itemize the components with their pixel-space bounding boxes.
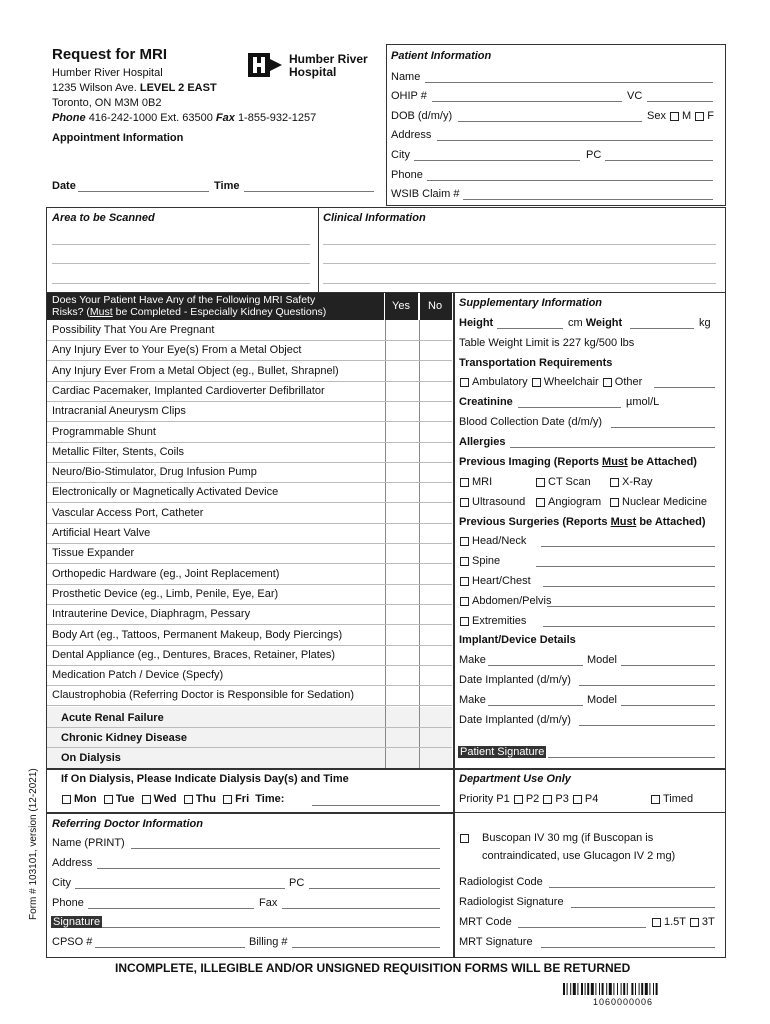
surgery-label: Abdomen/Pelvis	[472, 595, 552, 607]
t3-checkbox[interactable]	[690, 918, 699, 927]
form-title: Request for MRI	[52, 46, 168, 63]
risk-label: Claustrophobia (Referring Doctor is Responsible for Sedation)	[52, 689, 355, 701]
patient-pc-field[interactable]	[605, 160, 713, 161]
doctor-fax-label: Fax	[259, 897, 278, 909]
doctor-signature-field[interactable]	[102, 927, 440, 928]
p4-checkbox[interactable]	[573, 795, 582, 804]
surgery-checkbox[interactable]	[460, 537, 469, 546]
mrt-signature-label: MRT Signature	[459, 936, 533, 948]
blood-date-label: Blood Collection Date (d/m/y)	[459, 416, 603, 428]
patient-address-label: Address	[391, 129, 432, 141]
risk-label: Dental Appliance (eg., Dentures, Braces, Retainer, Plates)	[52, 649, 336, 661]
risk-row	[47, 482, 452, 503]
doctor-phone-field[interactable]	[88, 908, 254, 909]
footer-warning: INCOMPLETE, ILLEGIBLE AND/OR UNSIGNED REQUISITION FORMS WILL BE RETURNED	[115, 961, 631, 975]
billing-field[interactable]	[292, 947, 440, 948]
ct-checkbox[interactable]	[536, 478, 545, 487]
doctor-address-field[interactable]	[97, 868, 440, 869]
blood-date-field[interactable]	[611, 427, 715, 428]
risk-no-cell[interactable]	[419, 543, 452, 563]
p3-checkbox[interactable]	[543, 795, 552, 804]
date-implanted-label-1: Date Implanted (d/m/y)	[459, 674, 571, 686]
imaging-ultrasound: Ultrasound	[459, 496, 525, 509]
sex-group: Sex M F	[647, 110, 714, 122]
implant-title: Implant/Device Details	[459, 634, 576, 646]
risk-label: Metallic Filter, Stents, Coils	[52, 446, 185, 458]
dialysis-days: Mon Tue Wed Thu Fri Time:	[61, 793, 284, 806]
hospital-address-line1: 1235 Wilson Ave. LEVEL 2 EAST	[52, 82, 217, 94]
risk-yes-cell[interactable]	[385, 381, 419, 401]
buscopan-checkbox-row	[459, 832, 472, 845]
risk-no-cell[interactable]	[419, 442, 452, 462]
cpso-label: CPSO #	[52, 936, 93, 948]
risk-row	[47, 625, 452, 646]
risk-yes-cell[interactable]	[385, 543, 419, 563]
ohip-field[interactable]	[432, 101, 622, 102]
doctor-name-field[interactable]	[131, 848, 440, 849]
risk-row	[47, 564, 452, 585]
buscopan-checkbox[interactable]	[460, 834, 469, 843]
risk-yes-cell[interactable]	[385, 442, 419, 462]
doctor-phone-label: Phone	[52, 897, 84, 909]
risk-yes-cell[interactable]	[385, 503, 419, 523]
risk-row	[47, 340, 452, 361]
model-label-1: Model	[587, 654, 617, 666]
date-implanted-label-2: Date Implanted (d/m/y)	[459, 714, 571, 726]
risks-header	[47, 293, 384, 320]
cpso-field[interactable]	[95, 947, 245, 948]
risk-row	[47, 361, 452, 382]
risk-yes-cell[interactable]	[385, 523, 419, 543]
risks-header-line1: Does Your Patient Have Any of the Following MRI Safety	[52, 294, 316, 306]
risk-label: Tissue Expander	[52, 547, 135, 559]
risk-label: Orthopedic Hardware (eg., Joint Replacement)	[52, 568, 280, 580]
p2-checkbox[interactable]	[514, 795, 523, 804]
no-label: No	[428, 300, 443, 312]
imaging-xray: X-Ray	[609, 476, 653, 489]
transport-title: Transportation Requirements	[459, 357, 613, 369]
timed-checkbox[interactable]	[651, 795, 660, 804]
no-header	[420, 293, 452, 320]
risk-label: Intrauterine Device, Diaphragm, Pessary	[52, 608, 251, 620]
risk-yes-cell[interactable]	[385, 685, 419, 705]
kidney-sep-2	[47, 747, 452, 748]
risk-no-cell[interactable]	[419, 482, 452, 502]
radiologist-signature-label: Radiologist Signature	[459, 896, 564, 908]
hospital-address-line2: Toronto, ON M3M 0B2	[52, 97, 162, 109]
risk-no-cell[interactable]	[419, 320, 452, 340]
make-label-1: Make	[459, 654, 486, 666]
surgery-label: Head/Neck	[472, 535, 527, 547]
surgery-option	[459, 535, 526, 548]
risk-no-cell[interactable]	[419, 523, 452, 543]
tue-checkbox[interactable]	[104, 795, 113, 804]
risk-label: Possibility That You Are Pregnant	[52, 324, 215, 336]
dob-field[interactable]	[458, 121, 642, 122]
risk-yes-cell[interactable]	[385, 482, 419, 502]
surgery-checkbox[interactable]	[460, 597, 469, 606]
sex-m-checkbox[interactable]	[670, 112, 679, 121]
risk-label: Body Art (eg., Tattoos, Permanent Makeup, Body Piercings)	[52, 629, 343, 641]
weight-field[interactable]	[630, 328, 694, 329]
risk-label: Neuro/Bio-Stimulator, Drug Infusion Pump	[52, 466, 257, 478]
clinical-line-3[interactable]	[323, 283, 716, 284]
patient-phone-label: Phone	[391, 169, 423, 181]
risk-row	[47, 523, 452, 544]
mrt-code-label: MRT Code	[459, 916, 512, 928]
dob-label: DOB (d/m/y)	[391, 110, 453, 122]
risk-no-cell[interactable]	[419, 665, 452, 685]
other-transport-field[interactable]	[654, 387, 715, 388]
allergies-field[interactable]	[510, 447, 715, 448]
imaging-ct: CT Scan	[535, 476, 591, 489]
kidney-sep-1	[47, 727, 452, 728]
hospital-contact: Phone 416-242-1000 Ext. 63500 Fax 1-855-932-1257	[52, 112, 317, 124]
buscopan-line1: Buscopan IV 30 mg (if Buscopan is	[482, 832, 654, 844]
imaging-nuclear: Nuclear Medicine	[609, 496, 707, 509]
risk-no-cell[interactable]	[419, 462, 452, 482]
kg-label: kg	[699, 317, 711, 329]
risks-header-line2: Risks? (Must be Completed - Especially Kidney Questions)	[52, 306, 327, 318]
clinical-info-title: Clinical Information	[323, 212, 426, 224]
risk-no-cell[interactable]	[419, 361, 452, 381]
risk-label: Artificial Heart Valve	[52, 527, 151, 539]
timed-option: Timed	[650, 793, 693, 806]
vc-label: VC	[627, 90, 643, 102]
barcode-icon	[563, 983, 689, 995]
mrt-signature-field[interactable]	[541, 947, 715, 948]
ambulatory-checkbox[interactable]	[460, 378, 469, 387]
risk-label: Cardiac Pacemaker, Implanted Cardioverter Defibrillator	[52, 385, 325, 397]
doctor-pc-label: PC	[289, 877, 305, 889]
weight-group: cm Weight	[568, 317, 623, 329]
surgery-option	[459, 615, 526, 628]
patient-signature-field[interactable]	[548, 757, 715, 758]
surgery-field[interactable]	[541, 546, 715, 547]
patient-phone-field[interactable]	[427, 180, 713, 181]
imaging-row-1: MRI	[459, 476, 492, 489]
yes-label: Yes	[392, 300, 410, 312]
surgery-label: Extremities	[472, 615, 527, 627]
surgery-field[interactable]	[543, 586, 715, 587]
sex-f-checkbox[interactable]	[695, 112, 704, 121]
risk-yes-cell[interactable]	[385, 665, 419, 685]
risk-no-cell[interactable]	[419, 340, 452, 360]
area-line-2[interactable]	[52, 263, 310, 264]
risk-row	[47, 685, 452, 706]
risk-row	[47, 401, 452, 422]
patient-info-box	[386, 44, 726, 206]
risk-row	[47, 442, 452, 463]
area-line-1[interactable]	[52, 244, 310, 245]
fri-checkbox[interactable]	[223, 795, 232, 804]
scan-divider	[318, 207, 319, 292]
doctor-city-label: City	[52, 877, 71, 889]
risk-yes-cell[interactable]	[385, 584, 419, 604]
risk-no-cell[interactable]	[419, 625, 452, 645]
risk-label: Medication Patch / Device (Specfy)	[52, 669, 224, 681]
mrt-code-field[interactable]	[518, 927, 646, 928]
risk-label: Any Injury Ever From a Metal Object (eg., Bullet, Shrapnel)	[52, 365, 339, 377]
kidney-no-line	[419, 707, 420, 768]
department-title: Department Use Only	[459, 773, 571, 785]
risk-no-cell[interactable]	[419, 422, 452, 442]
risk-yes-cell[interactable]	[385, 462, 419, 482]
appointment-info-label: Appointment Information	[52, 132, 184, 144]
thu-checkbox[interactable]	[184, 795, 193, 804]
clinical-line-1[interactable]	[323, 244, 716, 245]
risk-label: Any Injury Ever to Your Eye(s) From a Metal Object	[52, 344, 302, 356]
patient-info-title: Patient Information	[391, 50, 492, 62]
radiologist-signature-field[interactable]	[571, 907, 715, 908]
other-transport-checkbox[interactable]	[603, 378, 612, 387]
date-implanted-field-1[interactable]	[579, 685, 715, 686]
area-scanned-title: Area to be Scanned	[52, 212, 155, 224]
ohip-label: OHIP #	[391, 90, 427, 102]
risk-no-cell[interactable]	[419, 503, 452, 523]
risk-no-cell[interactable]	[419, 564, 452, 584]
mri-checkbox[interactable]	[460, 478, 469, 487]
surgery-field[interactable]	[547, 606, 715, 607]
chronic-kidney-disease: Chronic Kidney Disease	[61, 732, 187, 744]
surgery-field[interactable]	[536, 566, 715, 567]
form-number-rotated	[27, 720, 39, 920]
radiologist-code-field[interactable]	[549, 887, 715, 888]
hospital-name: Humber River Hospital	[52, 67, 163, 79]
patient-city-label: City	[391, 149, 410, 161]
previous-imaging-title: Previous Imaging (Reports Must be Attached)	[459, 456, 697, 468]
vc-field[interactable]	[647, 101, 713, 102]
risk-row	[47, 604, 452, 625]
risk-label: Prosthetic Device (eg., Limb, Penile, Eye, Ear)	[52, 588, 279, 600]
mon-checkbox[interactable]	[62, 795, 71, 804]
billing-label: Billing #	[249, 936, 288, 948]
radiologist-code-label: Radiologist Code	[459, 876, 543, 888]
angiogram-checkbox[interactable]	[536, 498, 545, 507]
risk-yes-cell[interactable]	[385, 340, 419, 360]
risk-label: Programmable Shunt	[52, 426, 156, 438]
risk-row	[47, 665, 452, 686]
patient-name-label: Name	[391, 71, 421, 83]
risk-yes-cell[interactable]	[385, 645, 419, 665]
surgery-option	[459, 555, 500, 568]
doctor-title: Referring Doctor Information	[52, 818, 203, 830]
allergies-label: Allergies	[459, 436, 506, 448]
risk-no-cell[interactable]	[419, 584, 452, 604]
surgery-label: Heart/Chest	[472, 575, 531, 587]
barcode-number: 1060000006	[593, 997, 654, 1007]
table-limit: Table Weight Limit is 227 kg/500 lbs	[459, 337, 635, 349]
surgery-checkbox[interactable]	[460, 577, 469, 586]
risk-row	[47, 381, 452, 402]
date-label: Date	[52, 180, 76, 192]
previous-surgeries-title: Previous Surgeries (Reports Must be Attached)	[459, 516, 706, 528]
date-implanted-field-2[interactable]	[579, 725, 715, 726]
height-label: Height	[459, 317, 494, 329]
transport-options: Ambulatory Wheelchair Other	[459, 376, 642, 389]
priority-group: Priority P1 P2 P3 P4	[459, 793, 599, 805]
risk-yes-cell[interactable]	[385, 320, 419, 340]
kidney-yes-line	[385, 707, 386, 768]
risk-label: Electronically or Magnetically Activated Device	[52, 486, 279, 498]
doctor-fax-field[interactable]	[282, 908, 440, 909]
acute-renal-failure: Acute Renal Failure	[61, 712, 164, 724]
doctor-signature-label: Signature	[53, 916, 101, 928]
risk-yes-cell[interactable]	[385, 361, 419, 381]
dialysis-time-field[interactable]	[312, 805, 440, 806]
risk-no-cell[interactable]	[419, 685, 452, 705]
patient-city-field[interactable]	[414, 160, 580, 161]
surgery-checkbox[interactable]	[460, 617, 469, 626]
wsib-label: WSIB Claim #	[391, 188, 460, 200]
logo-text-line2: Hospital	[289, 65, 337, 79]
hospital-logo-icon	[248, 53, 283, 77]
surgery-option	[459, 575, 531, 588]
doctor-address-label: Address	[52, 857, 93, 869]
clinical-line-2[interactable]	[323, 263, 716, 264]
doctor-city-field[interactable]	[75, 888, 285, 889]
patient-pc-label: PC	[586, 149, 602, 161]
make-field-2[interactable]	[488, 705, 583, 706]
risk-no-cell[interactable]	[419, 401, 452, 421]
risk-row	[47, 645, 452, 666]
patient-name-field[interactable]	[425, 82, 713, 83]
area-line-3[interactable]	[52, 283, 310, 284]
tesla-options: 1.5T 3T	[651, 916, 715, 929]
time-label: Time	[214, 180, 240, 192]
form-number: Form # 103101, version (12-2021)	[28, 768, 39, 920]
model-field-2[interactable]	[621, 705, 715, 706]
risk-yes-cell[interactable]	[385, 401, 419, 421]
risk-row	[47, 543, 452, 564]
risk-label: Vascular Access Port, Catheter	[52, 507, 204, 519]
surgery-checkbox[interactable]	[460, 557, 469, 566]
risk-row	[47, 503, 452, 524]
nuclear-checkbox[interactable]	[610, 498, 619, 507]
supplementary-title: Supplementary Information	[459, 297, 603, 309]
risk-row	[47, 320, 452, 341]
on-dialysis: On Dialysis	[61, 752, 121, 764]
risk-label: Intracranial Aneurysm Clips	[52, 405, 186, 417]
imaging-angiogram: Angiogram	[535, 496, 601, 509]
xray-checkbox[interactable]	[610, 478, 619, 487]
risk-no-cell[interactable]	[419, 381, 452, 401]
time-field[interactable]	[244, 191, 374, 192]
risk-no-cell[interactable]	[419, 604, 452, 624]
model-label-2: Model	[587, 694, 617, 706]
dept-separator	[453, 812, 725, 813]
doctor-name-label: Name (PRINT)	[52, 837, 125, 849]
wsib-field[interactable]	[463, 199, 713, 200]
model-field-1[interactable]	[621, 665, 715, 666]
surgery-field[interactable]	[543, 626, 715, 627]
risk-row	[47, 422, 452, 443]
creatinine-label: Creatinine	[459, 396, 513, 408]
risk-yes-cell[interactable]	[385, 564, 419, 584]
risk-yes-cell[interactable]	[385, 422, 419, 442]
patient-signature-label: Patient Signature	[460, 746, 545, 758]
buscopan-line2: contraindicated, use Glucagon IV 2 mg)	[482, 850, 676, 862]
wed-checkbox[interactable]	[142, 795, 151, 804]
t15-checkbox[interactable]	[652, 918, 661, 927]
wheelchair-checkbox[interactable]	[532, 378, 541, 387]
make-field-1[interactable]	[488, 665, 583, 666]
ultrasound-checkbox[interactable]	[460, 498, 469, 507]
risk-no-cell[interactable]	[419, 645, 452, 665]
creatinine-field[interactable]	[518, 407, 621, 408]
surgery-option	[459, 595, 552, 608]
risk-yes-cell[interactable]	[385, 625, 419, 645]
make-label-2: Make	[459, 694, 486, 706]
surgery-label: Spine	[472, 555, 501, 567]
date-field[interactable]	[78, 191, 209, 192]
dialysis-question: If On Dialysis, Please Indicate Dialysis Day(s) and Time	[61, 773, 349, 785]
risk-row	[47, 584, 452, 605]
logo-text-line1: Humber River	[289, 52, 368, 66]
patient-address-field[interactable]	[437, 140, 713, 141]
risk-row	[47, 462, 452, 483]
yes-header	[385, 293, 418, 320]
risk-yes-cell[interactable]	[385, 604, 419, 624]
doctor-pc-field[interactable]	[309, 888, 440, 889]
height-field[interactable]	[497, 328, 563, 329]
umol-label: µmol/L	[626, 396, 660, 408]
